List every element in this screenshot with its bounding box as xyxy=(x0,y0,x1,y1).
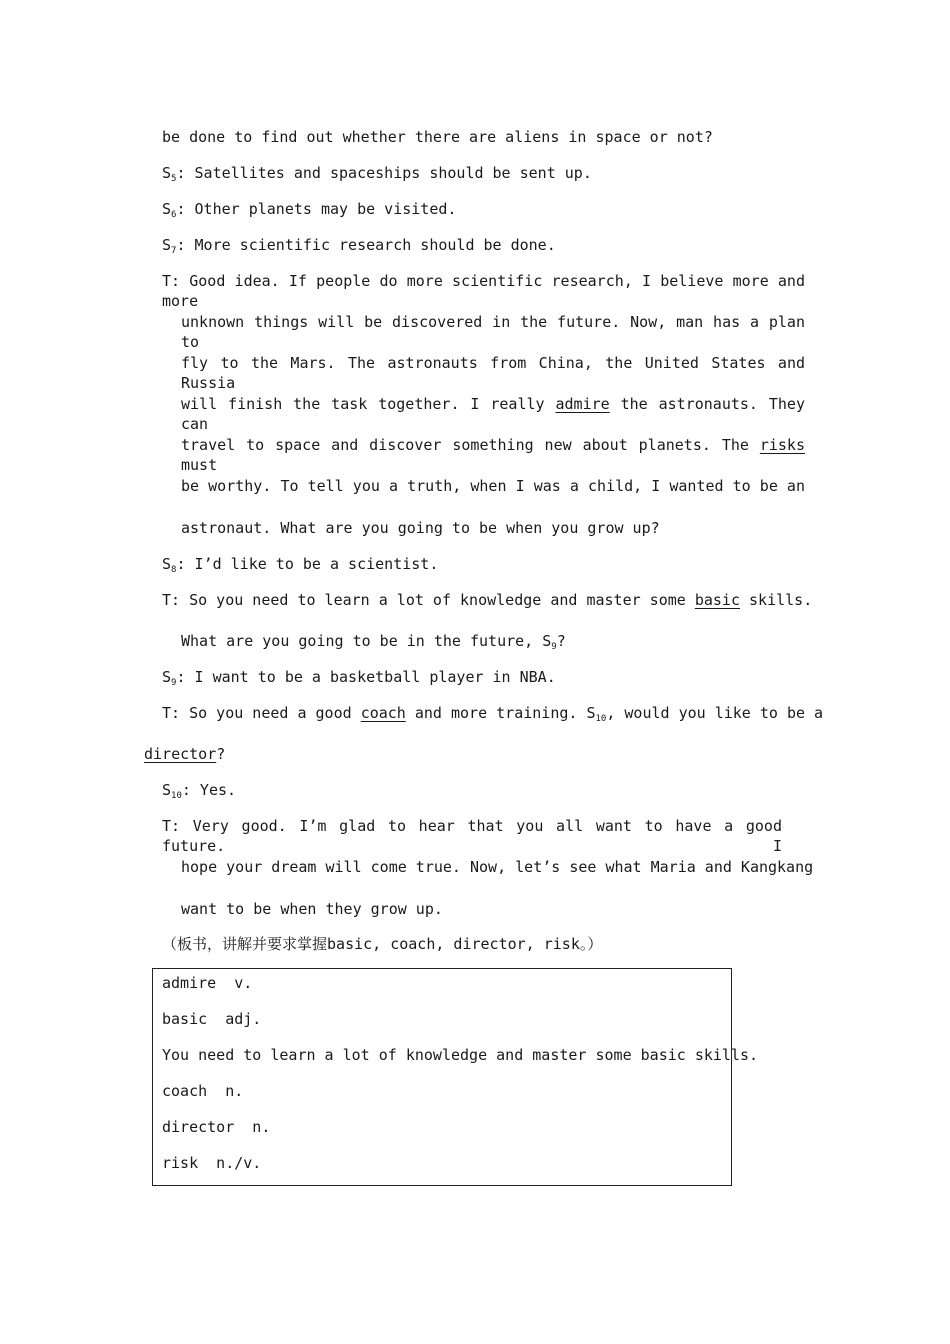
vocab-admire: admire xyxy=(555,395,610,413)
board-item: coach n. xyxy=(162,1082,244,1100)
teacher-line-8: T: So you need to learn a lot of knowledge and master some basic skills. xyxy=(162,591,813,609)
board-item: admire v. xyxy=(162,974,253,992)
student-7-line: $S_7$: More scientific research should be done. xyxy=(162,236,556,256)
teacher-line-4: will finish the task together. I really admire the astronauts. They can xyxy=(181,395,805,433)
teacher-line-13: hope your dream will come true. Now, let’s see what Maria and Kangkang xyxy=(181,858,814,876)
teacher-line-7: astronaut. What are you going to be when you grow up? xyxy=(181,519,660,537)
board-item: risk n./v. xyxy=(162,1154,262,1172)
board-item: basic adj. xyxy=(162,1010,262,1028)
teacher-line-2: unknown things will be discovered in the future. Now, man has a plan to xyxy=(181,313,805,351)
teacher-line-11: director? xyxy=(144,745,226,763)
board-item: You need to learn a lot of knowledge and master some basic skills. xyxy=(162,1046,759,1064)
student-8-line: $S_8$: I’d like to be a scientist. xyxy=(162,555,439,575)
teacher-line-9: What are you going to be in the future, $S_9$? xyxy=(181,632,566,652)
board-item: director n. xyxy=(162,1118,271,1136)
teacher-line-14: want to be when they grow up. xyxy=(181,900,443,918)
teacher-line-12: T: Very good. I’m glad to hear that you all want to have a good future. I xyxy=(162,817,782,855)
student-9-line: $S_9$: I want to be a basketball player in NBA. xyxy=(162,668,556,688)
teacher-line-6: be worthy. To tell you a truth, when I was a child, I wanted to be an xyxy=(181,477,805,495)
vocab-basic: basic xyxy=(694,591,740,609)
vocab-coach: coach xyxy=(360,704,406,722)
teacher-line-1: T: Good idea. If people do more scientific research, I believe more and more xyxy=(162,272,805,310)
teacher-line-3: fly to the Mars. The astronauts from China, the United States and Russia xyxy=(181,354,805,392)
blackboard-box xyxy=(152,968,759,1186)
student-10-line: $S_{10}$: Yes. xyxy=(162,781,237,801)
blackboard-note: （板书，讲解并要求掌握basic, coach, director, risk。） xyxy=(162,935,603,953)
student-5-line: $S_5$: Satellites and spaceships should be sent up. xyxy=(162,164,592,184)
teacher-line-5: travel to space and discover something new about planets. The risks must xyxy=(181,436,805,474)
vocab-risks: risks xyxy=(759,436,805,454)
vocab-director: director xyxy=(144,745,217,763)
student-6-line: $S_6$: Other planets may be visited. xyxy=(162,200,457,220)
teacher-line-10: T: So you need a good coach and more training. $S_{10}$, would you like to be a xyxy=(162,704,824,724)
text-line: be done to find out whether there are aliens in space or not? xyxy=(162,128,713,146)
